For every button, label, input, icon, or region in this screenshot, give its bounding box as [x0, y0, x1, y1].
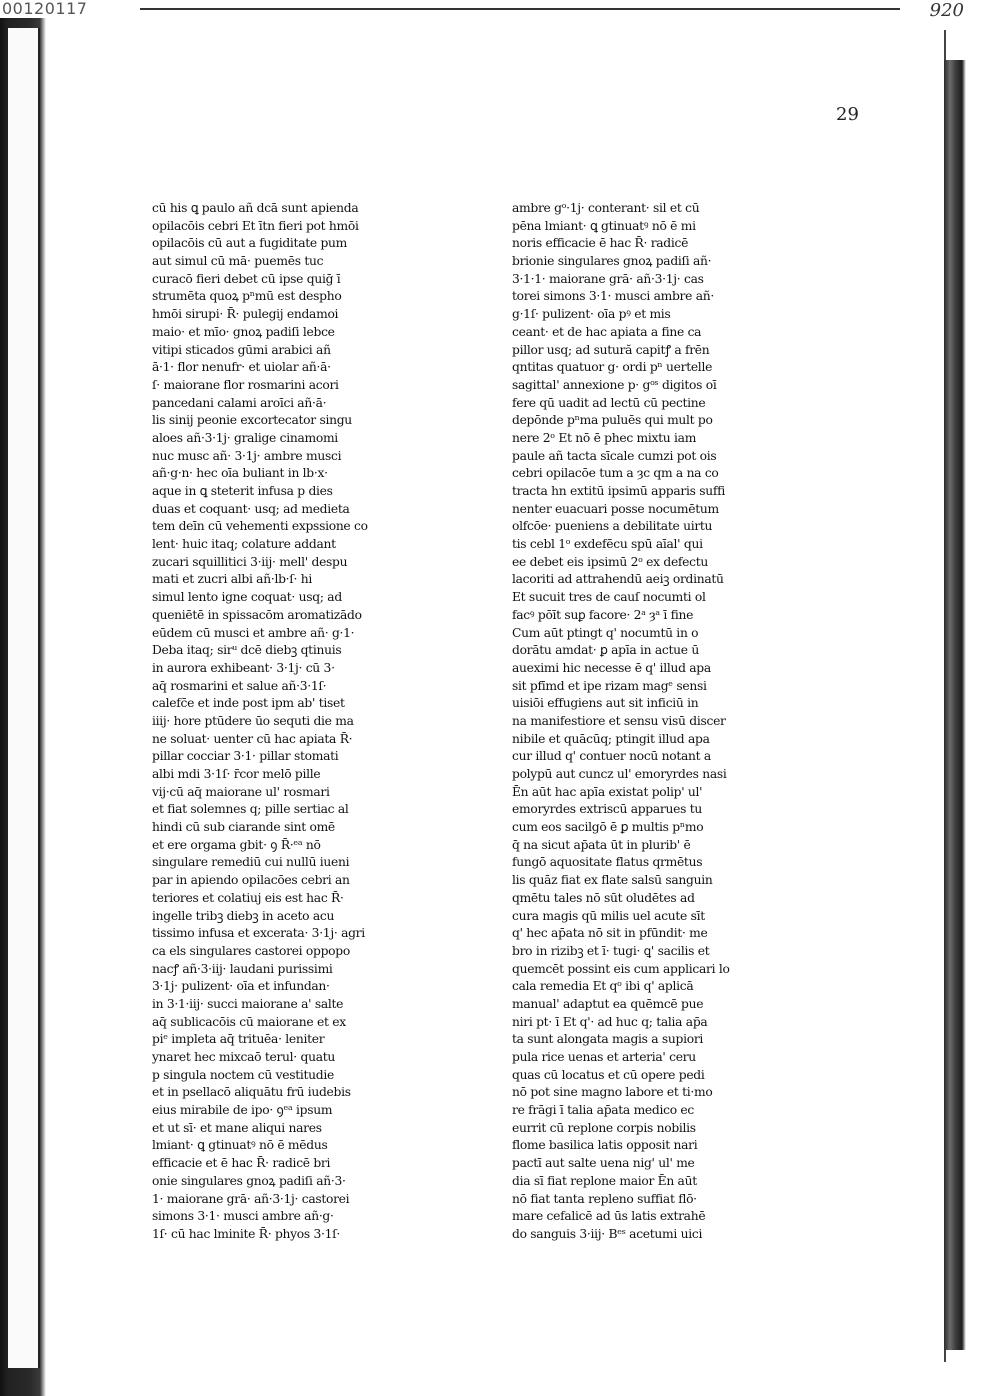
text-line: cum eos sacilgō ē ꝑ multis pⁿmo	[512, 820, 704, 835]
text-line: 3·1j· pulizent· oīa et infundan·	[152, 979, 330, 994]
text-line: nō pot sine magno labore et ti·mo	[512, 1085, 713, 1100]
text-line: efficacie et ē hac R̄· radicē bri	[152, 1156, 331, 1171]
text-line: uisiōi effugiens aut sit inficiū in	[512, 696, 699, 711]
text-line: et in psellacō aliquātu frū iudebis	[152, 1085, 351, 1100]
top-page-edge	[140, 0, 900, 10]
text-line: añ·g·n· hec oīa buliant in lb·x·	[152, 466, 328, 481]
text-line: qntitas quatuor g· ordi pⁿ uertelle	[512, 360, 713, 375]
text-line: pillar cocciar 3·1· pillar stomati	[152, 749, 339, 764]
text-line: nō fiat tanta repleno suffiat flō·	[512, 1191, 697, 1206]
text-line: nibile et quācūq; ptingit illud apa	[512, 731, 710, 746]
text-line: eūdem cū musci et ambre añ· g·1·	[152, 625, 355, 640]
text-line: aueximi hic necesse ē q' illud apa	[512, 660, 711, 675]
text-line: lis quāz fiat ex flate salsū sanguin	[512, 873, 713, 888]
text-line: hmōi sirupi· R̄· pulegij endamoi	[152, 307, 339, 322]
text-column-left	[152, 200, 402, 1244]
text-line: 1· maiorane grā· añ·3·1j· castorei	[152, 1191, 350, 1206]
text-line: aloes añ·3·1j· gralige cinamomi	[152, 430, 338, 445]
text-line: mati et zucri albi añ·lb·ſ· hi	[152, 572, 312, 587]
text-line: tissimo infusa et excerata· 3·1j· agri	[152, 926, 365, 941]
text-line: qmētu tales nō sūt oludētes ad	[512, 890, 695, 905]
text-line: pillor usq; ad sutură capitꝭ a frēn	[512, 342, 710, 357]
text-line: tem deīn cū vehementi expssione co	[152, 519, 368, 534]
text-line: sagittal' annexione p· gᵒˢ digitos oī	[512, 377, 717, 392]
text-line: teriores et colatiuj eis est hac R̄·	[152, 890, 344, 905]
text-line: paule añ tacta sīcale cumzi pot ois	[512, 448, 717, 463]
text-line: facꝰ pōīt suꝑ facore· 2ᵃ ȝᵃ ī fine	[512, 607, 694, 622]
text-line: lent· huic itaq; colature addant	[152, 537, 336, 552]
page-fore-edge	[944, 60, 966, 1350]
text-line: simons 3·1· musci ambre añ·g·	[152, 1209, 334, 1224]
text-line: vij·cū aq̄ maiorane ul' rosmari	[152, 784, 330, 799]
text-line: ingelle tribꝫ diebꝫ in aceto acu	[152, 908, 335, 923]
text-line: in 3·1·iij· succi maiorane a' salte	[152, 996, 344, 1011]
text-line: et ere orgama gbit· ꝯ R̄·ᵉᵃ nō	[152, 837, 321, 852]
text-line: Ēn aūt hac apīa existat polip' ul'	[512, 784, 703, 799]
text-line: pancedani calami aroīci añ·ā·	[152, 395, 327, 410]
text-line: sit pfīmd et ipe rizam magᵉ sensi	[512, 678, 707, 693]
text-line: re frāgi ī talia ap̄ata medico ec	[512, 1103, 694, 1118]
text-line: bro in rizibꝫ et ī· tugi· ꝗ' sacilis et	[512, 943, 710, 958]
text-line: et ut sī· et mane aliqui nares	[152, 1120, 322, 1135]
text-line: nuc musc añ· 3·1j· ambre musci	[152, 448, 342, 463]
text-line: in aurora exhibeant· 3·1j· cū 3·	[152, 660, 335, 675]
text-line: ca els singulares castorei oppopo	[152, 943, 350, 958]
text-line: ta sunt alongata magis a supiori	[512, 1032, 704, 1047]
text-line: mare cefalicē ad ūs latis extrahē	[512, 1209, 706, 1224]
text-line: emoryrdes extriscū apparues tu	[512, 802, 702, 817]
text-line: dia sī fiat replone maior Ēn aūt	[512, 1173, 697, 1188]
text-line: ee debet eis ipsimū 2ᵒ ex defectu	[512, 554, 708, 569]
text-line: ceant· et de hac apiata a fine ca	[512, 324, 702, 339]
text-line: aq̄ rosmarini et salue añ·3·1ſ·	[152, 678, 327, 693]
text-line: 3·1·1· maiorane grā· añ·3·1j· cas	[512, 271, 704, 286]
text-line: queniētē in spissacōm aromatizādo	[152, 607, 362, 622]
text-line: aq̄ sublicacōis cū maiorane et ex	[152, 1014, 346, 1029]
text-line: polypū aut cuncz ul' emoryrdes nasi	[512, 767, 727, 781]
text-line: olfcōe· pueniens a debilitate uirtu	[512, 519, 713, 534]
adjacent-page-sliver	[8, 28, 40, 1368]
adjacent-page-edge	[0, 0, 46, 1396]
text-line: cū his ꝗ paulo añ dcā sunt apienda	[152, 201, 359, 215]
text-line: Deba itaq; sirᵘ dcē diebꝫ qtinuis	[152, 643, 342, 658]
text-line: aque in ꝗ steterit infusa p dies	[152, 484, 333, 498]
text-line: dorātu amdat· ꝑ apīa in actue ū	[512, 643, 699, 658]
text-line: cebri opilacōe tum a ȝc qm a na co	[512, 466, 719, 481]
text-line: pēna lmiant· ꝗ gtinuatꝰ nō ē mi	[512, 218, 696, 233]
text-line: onie singulares gnoꝝ padiſi añ·3·	[152, 1173, 346, 1188]
text-line: niri pt· ī Et q'· ad huc q; talia ap̄a	[512, 1014, 708, 1029]
text-line: p singula noctem cū vestitudie	[152, 1067, 334, 1082]
corner-pencil-mark: 920	[929, 0, 964, 21]
text-line: cala remedia Et qᵒ ibi q' aplicā	[512, 979, 694, 994]
text-line: ynaret hec mixcaō terul· quatu	[152, 1050, 336, 1064]
text-line: hindi cū sub ciarande sint omē	[152, 820, 335, 835]
text-line: ne soluat· uenter cū hac apiata R̄·	[152, 731, 353, 746]
text-line: fungō aquositate flatus qrmētus	[512, 855, 703, 870]
text-line: fere qū uadit ad lectū cū pectine	[512, 395, 706, 410]
text-line: q̄ na sicut ap̄ata ūt in plurib' ē	[512, 837, 691, 852]
text-line: simul lento igne coquat· usq; ad	[152, 590, 342, 605]
text-line: duas et coquant· usq; ad medieta	[152, 501, 350, 516]
text-line: et fiat solemnes q; pille sertiac al	[152, 802, 349, 817]
text-line: cura magis qū milis uel acute sīt	[512, 908, 705, 923]
text-line: g·1ſ· pulizent· oīa pꝰ et mis	[512, 307, 671, 322]
text-line: nenter euacuari posse nocumētum	[512, 501, 719, 516]
text-line: ſ· maiorane flor rosmarini acori	[152, 377, 339, 392]
text-line: quas cū locatus et cū opere pedi	[512, 1067, 705, 1082]
text-line: cur illud q' contuer nocū notant a	[512, 749, 711, 764]
text-line: lmiant· ꝗ gtinuatꝰ nō ē mēdus	[152, 1138, 328, 1153]
text-line: aut simul cū mā· puemēs tuc	[152, 254, 324, 269]
text-line: singulare remediū cui nullū iueni	[152, 855, 350, 870]
text-line: strumēta quoꝝ pⁿmū est despho	[152, 289, 342, 304]
reference-number: 00120117	[2, 0, 88, 18]
text-line: 1ſ· cū hac lminite R̄· phyos 3·1ſ·	[152, 1226, 341, 1241]
text-line: albi mdi 3·1ſ· r̄cor melō pille	[152, 767, 321, 781]
text-line: lacoriti ad attrahendū aeiꝫ ordinatū	[512, 572, 724, 587]
text-line: tis cebl 1ᵒ exdefēcu spū aīal' qui	[512, 537, 703, 552]
text-line: pactī aut salte uena nig' ul' me	[512, 1156, 695, 1171]
text-line: depōnde pⁿma puluēs qui mult po	[512, 413, 713, 428]
text-line: q' hec ap̄ata nō sit in pfūndit· me	[512, 926, 708, 941]
text-line: opilacōis cebri Et ītn fieri pot hmōi	[152, 218, 359, 233]
text-line: pula rice uenas et arteria' ceru	[512, 1050, 696, 1064]
text-line: vitipi sticados gūmi arabici añ	[152, 342, 331, 357]
text-line: manual' adaptut ea quēmcē pue	[512, 996, 704, 1011]
text-line: nere 2ᵒ Et nō ē phec mixtu iam	[512, 430, 697, 445]
text-line: quemcēt possint eis cum applicari lo	[512, 961, 730, 976]
text-line: ambre gᵒ·1j· conterant· sil et cū	[512, 201, 700, 215]
text-line: curacō fieri debet cū ipse quiḡ ī	[152, 271, 341, 286]
text-line: nacꝭ añ·3·iij· laudani purissimi	[152, 961, 333, 976]
text-line: brionie singulares gnoꝝ padiſi añ·	[512, 254, 712, 269]
text-line: torei simons 3·1· musci ambre añ·	[512, 289, 714, 304]
text-line: lis sinij peonie excortecator singu	[152, 413, 352, 428]
text-column-right	[512, 200, 770, 1244]
text-line: eurrit cū replone corpis nobilis	[512, 1120, 696, 1135]
folio-number: 29	[836, 104, 859, 125]
text-line: piᵉ impleta aq̄ trituēa· leniter	[152, 1032, 325, 1047]
text-line: zucari squillitici 3·iij· mell' despu	[152, 554, 348, 569]
text-line: eius mirabile de ipo· ꝯᵉᵃ ipsum	[152, 1103, 333, 1118]
text-line: na manifestiore et sensu visū discer	[512, 713, 726, 728]
text-line: opilacōis cū aut a fugiditate pum	[152, 236, 348, 251]
text-line: ā·1· flor nenufr· et uiolar añ·ā·	[152, 360, 331, 375]
text-line: do sanguis 3·iij· Bᵉˢ acetumi uici	[512, 1226, 703, 1241]
text-line: flome basilica latis opposit nari	[512, 1138, 698, 1153]
text-line: noris efficacie ē hac R̄· radicē	[512, 236, 689, 251]
text-line: iiij· hore ptūdere ūo sequti die ma	[152, 713, 354, 728]
text-line: par in apiendo opilacōes cebri an	[152, 873, 350, 888]
text-line: calefc̄e et inde post ipm ab' tiset	[152, 696, 345, 711]
text-line: Cum aūt ptingt q' nocumtū in o	[512, 625, 699, 640]
text-line: tracta hn extitū ipsimū apparis suffi	[512, 484, 725, 498]
text-line: maio· et mīo· gnoꝝ padiſi lebce	[152, 324, 335, 339]
text-line: Et sucuit tres de cauſ nocumti ol	[512, 590, 706, 605]
